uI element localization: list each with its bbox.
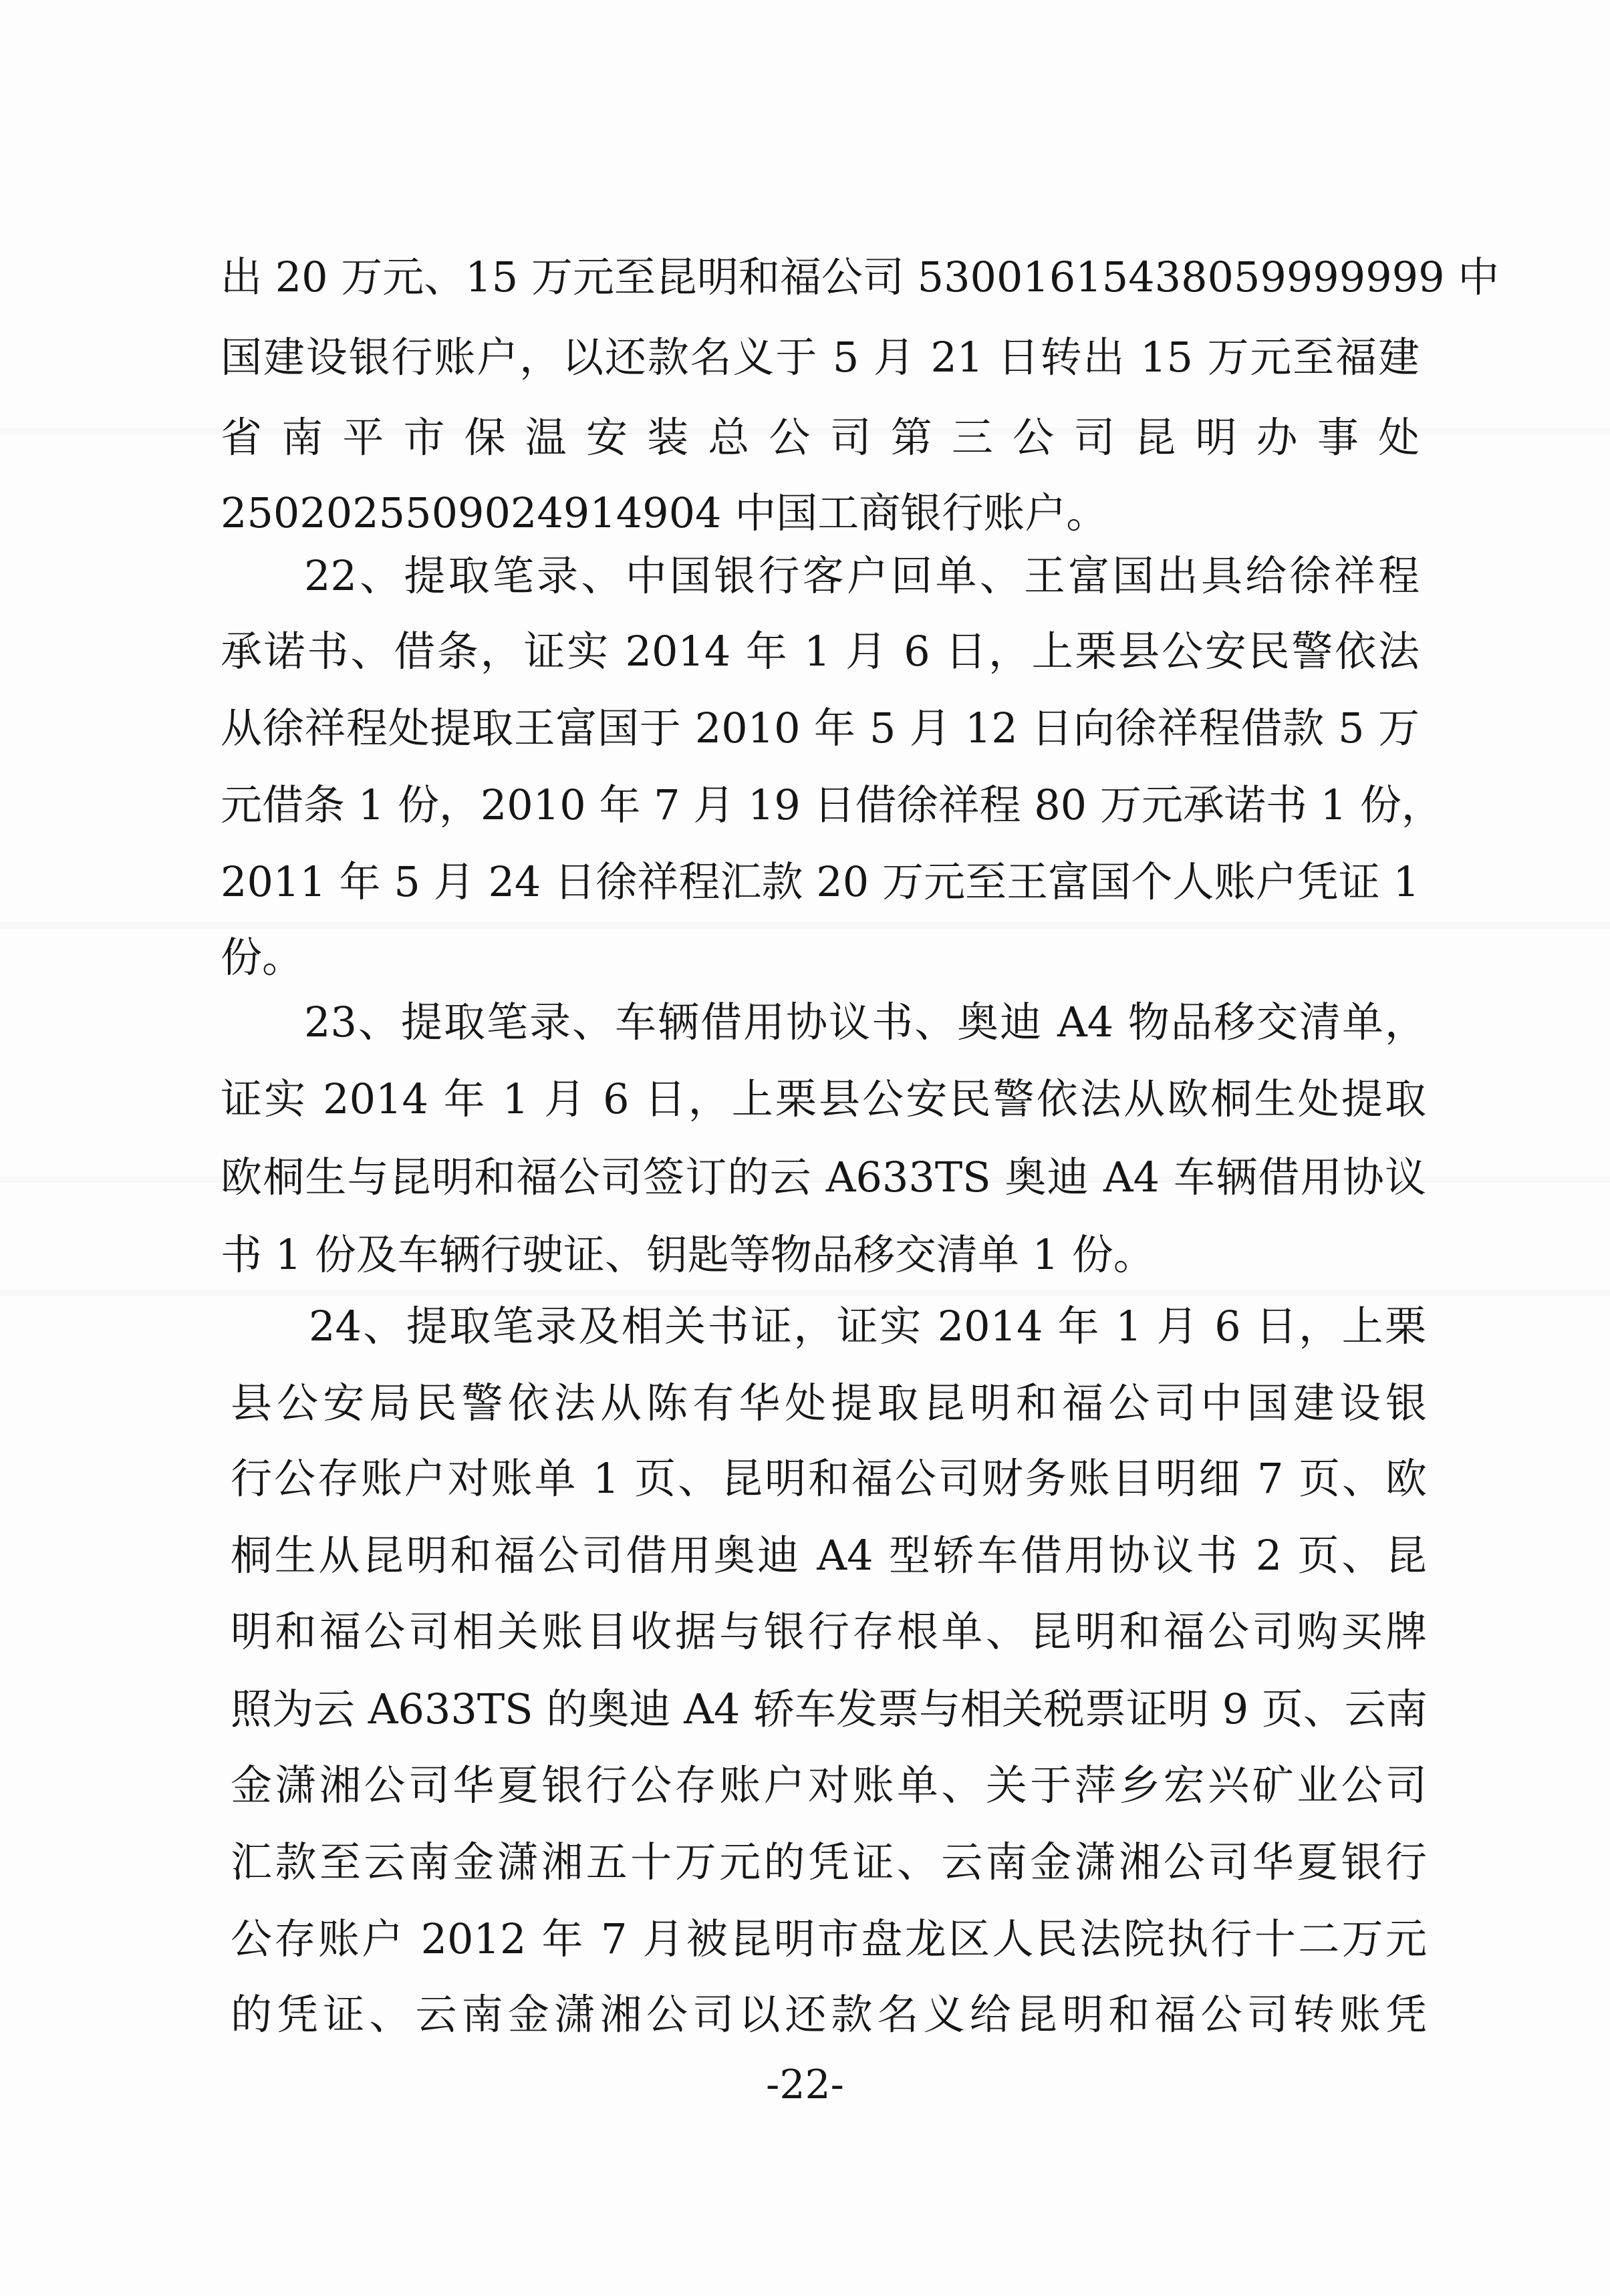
page-number: -22- xyxy=(766,2061,844,2108)
text-line: 出 20 万元、15 万元至昆明和福公司 53001615438059999999 中 xyxy=(221,253,1500,301)
text-line: 县公安局民警依法从陈有华处提取昆明和福公司中国建设银 xyxy=(231,1379,1427,1427)
text-line: 的凭证、云南金潇湘公司以还款名义给昆明和福公司转账凭 xyxy=(231,1990,1427,2039)
text-line: 2011 年 5 月 24 日徐祥程汇款 20 万元至王富国个人账户凭证 1 xyxy=(221,857,1420,906)
text-line: 书 1 份及车辆行驶证、钥匙等物品移交清单 1 份。 xyxy=(221,1230,1155,1279)
text-line: 从徐祥程处提取王富国于 2010 年 5 月 12 日向徐祥程借款 5 万 xyxy=(221,704,1420,752)
text-line: 照为云 A633TS 的奥迪 A4 轿车发票与相关税票证明 9 页、云南 xyxy=(231,1685,1428,1733)
text-line: 欧桐生与昆明和福公司签订的云 A633TS 奥迪 A4 车辆借用协议 xyxy=(221,1153,1426,1201)
text-line: 省 南 平 市 保 温 安 装 总 公 司 第 三 公 司 昆 明 办 事 处 xyxy=(221,413,1420,462)
text-line: 桐生从昆明和福公司借用奥迪 A4 型轿车借用协议书 2 页、昆 xyxy=(231,1531,1427,1580)
text-line: 24、提取笔录及相关书证，证实 2014 年 1 月 6 日，上栗 xyxy=(309,1302,1426,1350)
text-line: 2502025509024914904 中国工商银行账户。 xyxy=(221,488,1108,537)
text-line: 22、提取笔录、中国银行客户回单、王富国出具给徐祥程 xyxy=(304,551,1420,600)
text-line: 金潇湘公司华夏银行公存账户对账单、关于萍乡宏兴矿业公司 xyxy=(231,1761,1427,1810)
text-line: 承诺书、借条，证实 2014 年 1 月 6 日，上栗县公安民警依法 xyxy=(221,627,1420,676)
text-line: 公存账户 2012 年 7 月被昆明市盘龙区人民法院执行十二万元 xyxy=(231,1914,1427,1963)
text-line: 汇款至云南金潇湘五十万元的凭证、云南金潇湘公司华夏银行 xyxy=(231,1838,1427,1886)
text-line: 证实 2014 年 1 月 6 日，上栗县公安民警依法从欧桐生处提取 xyxy=(221,1074,1426,1123)
text-line: 行公存账户对账单 1 页、昆明和福公司财务账目明细 7 页、欧 xyxy=(231,1454,1427,1503)
text-line: 明和福公司相关账目收据与银行存根单、昆明和福公司购买牌 xyxy=(231,1607,1427,1656)
text-line: 份。 xyxy=(221,933,304,982)
text-line: 国建设银行账户，以还款名义于 5 月 21 日转出 15 万元至福建 xyxy=(221,333,1420,382)
text-line: 元借条 1 份，2010 年 7 月 19 日借徐祥程 80 万元承诺书 1 份， xyxy=(221,780,1443,829)
text-line: 23、提取笔录、车辆借用协议书、奥迪 A4 物品移交清单， xyxy=(304,998,1426,1046)
